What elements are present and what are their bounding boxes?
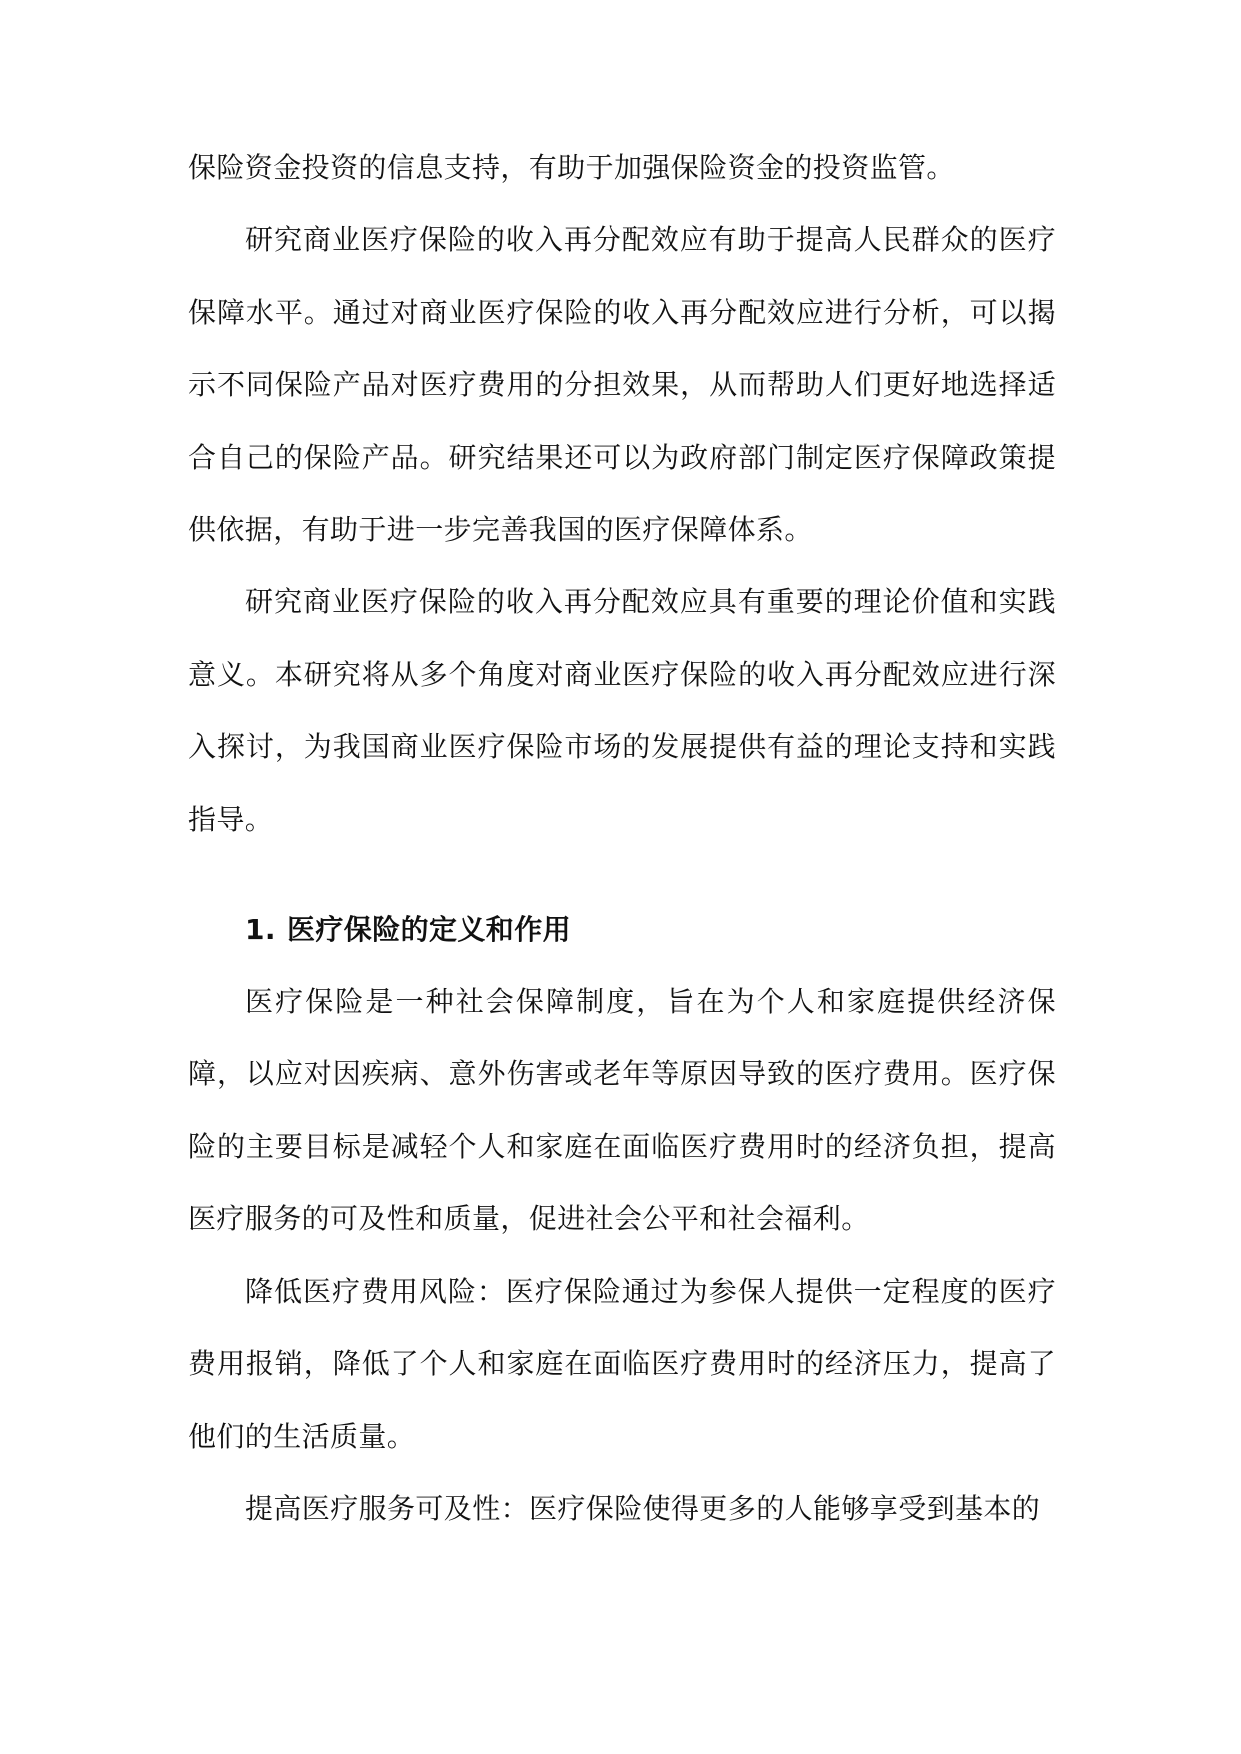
paragraph: 医疗保险是一种社会保障制度，旨在为个人和家庭提供经济保障，以应对因疾病、意外伤害或老年等原因导致的医疗费用。医疗保险的主要目标是减轻个人和家庭在面临医疗费用时的经济负担，提高医疗服务的可及性和质量，促进社会公平和社会福利。 xyxy=(188,985,1056,1236)
section-number: 1. xyxy=(245,913,276,947)
paragraph: 降低医疗费用风险：医疗保险通过为参保人提供一定程度的医疗费用报销，降低了个人和家庭在面临医疗费用时的经济压力，提高了他们的生活质量。 xyxy=(188,1274,1056,1453)
section-heading xyxy=(188,894,1056,966)
paragraph: 研究商业医疗保险的收入再分配效应具有重要的理论价值和实践意义。本研究将从多个角度对商业医疗保险的收入再分配效应进行深入探讨，为我国商业医疗保险市场的发展提供有益的理论支持和实践指导。 xyxy=(188,585,1056,836)
paragraph: 研究商业医疗保险的收入再分配效应有助于提高人民群众的医疗保障水平。通过对商业医疗保险的收入再分配效应进行分析，可以揭示不同保险产品对医疗费用的分担效果，从而帮助人们更好地选择适合自己的保险产品。研究结果还可以为政府部门制定医疗保障政策提供依据，有助于进一步完善我国的医疗保障体系。 xyxy=(188,223,1056,547)
paragraph: 保险资金投资的信息支持，有助于加强保险资金的投资监管。 xyxy=(188,151,955,184)
document-body xyxy=(188,132,1056,1545)
paragraph: 提高医疗服务可及性：医疗保险使得更多的人能够享受到基本的 xyxy=(245,1491,1041,1525)
section-title: 医疗保险的定义和作用 xyxy=(287,913,572,947)
